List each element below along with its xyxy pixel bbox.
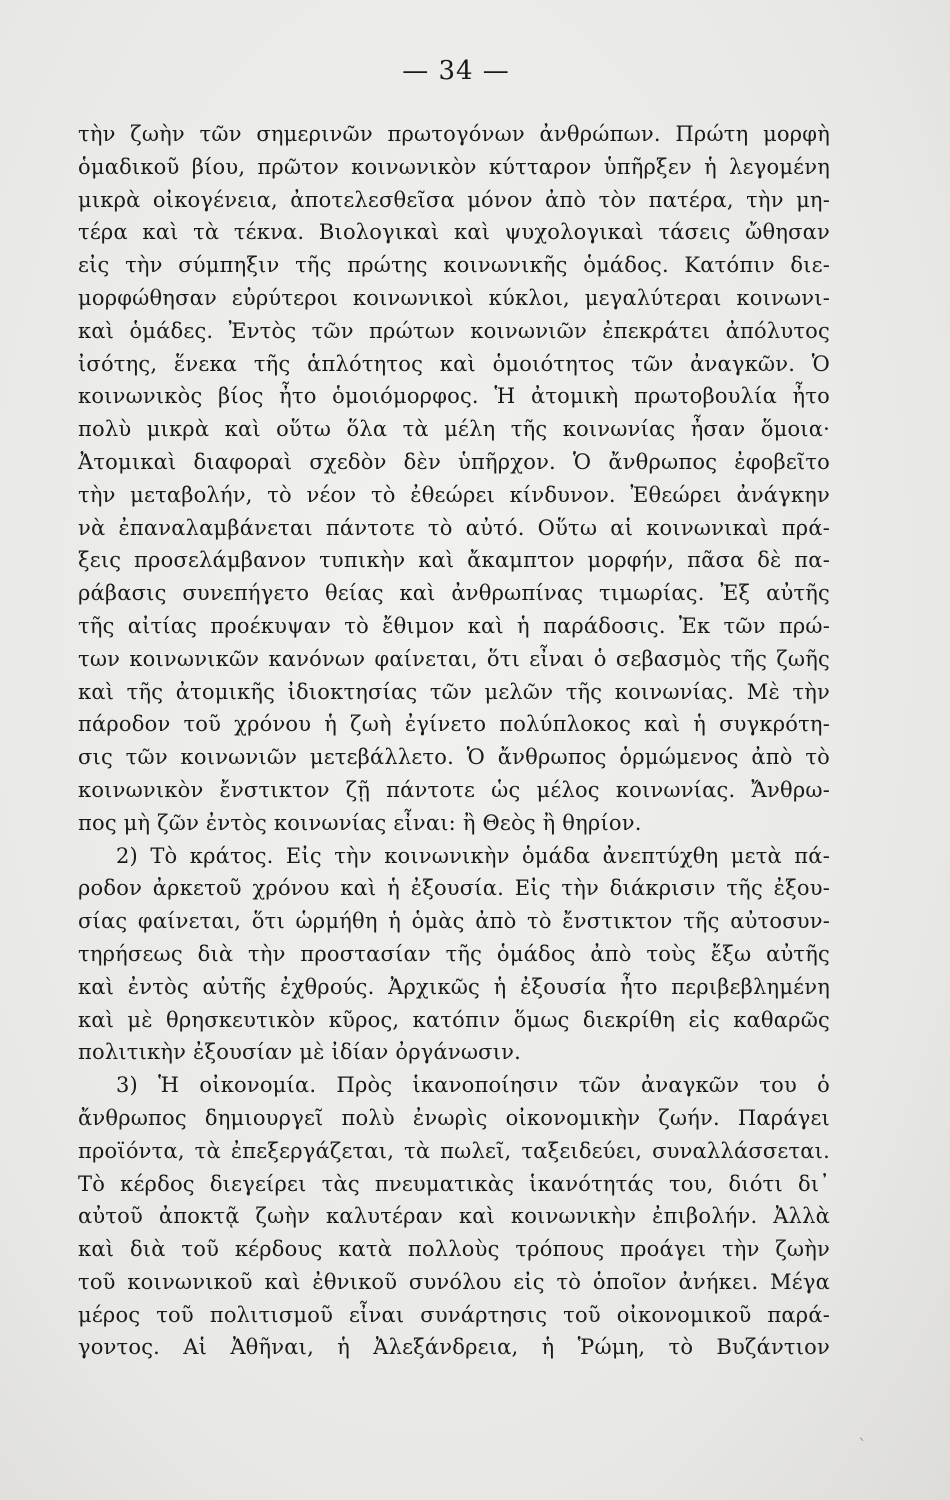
text-line: 2) Τὸ κράτος. Εἰς τὴν κοινωνικὴν ὁμάδα ἀνεπτύχθη μετὰ πά-: [116, 843, 830, 868]
text-line: Τὸ κέρδος διεγείρει τὰς πνευματικὰς ἱκανότητάς του, διότι δι᾽: [78, 1171, 830, 1196]
text-line: καὶ ἐντὸς αὐτῆς ἐχθρούς. Ἀρχικῶς ἡ ἐξουσία ἦτο περιβεβλημένη: [78, 974, 830, 999]
text-line: τηρήσεως διὰ τὴν προστασίαν τῆς ὁμάδος ἀπὸ τοὺς ἔξω αὐτῆς: [78, 941, 830, 966]
text-line: καὶ μὲ θρησκευτικὸν κῦρος, κατόπιν ὅμως διεκρίθη εἰς καθαρῶς: [78, 1007, 830, 1032]
text-line: καὶ ὁμάδες. Ἐντὸς τῶν πρώτων κοινωνιῶν ἐπεκράτει ἀπόλυτος: [78, 318, 830, 343]
text-line: γοντος. Αἱ Ἀθῆναι, ἡ Ἀλεξάνδρεια, ἡ Ῥώμη, τὸ Βυζάντιον: [78, 1335, 830, 1360]
text-line: σις τῶν κοινωνιῶν μετεβάλλετο. Ὁ ἄνθρωπος ὁρμώμενος ἀπὸ τὸ: [78, 745, 830, 770]
text-line: τοῦ κοινωνικοῦ καὶ ἐθνικοῦ συνόλου εἰς τὸ ὁποῖον ἀνήκει. Μέγα: [78, 1269, 830, 1294]
text-line: μέρος τοῦ πολιτισμοῦ εἶναι συνάρτησις τοῦ οἰκονομικοῦ παρά-: [78, 1302, 830, 1327]
paragraph-2: [78, 840, 830, 1070]
text-line: 3) Ἡ οἰκονομία. Πρὸς ἱκανοποίησιν τῶν ἀναγκῶν του ὁ: [116, 1073, 830, 1098]
margin-mark: `: [858, 1436, 867, 1457]
text-line: προϊόντα, τὰ ἐπεξεργάζεται, τὰ πωλεῖ, ταξειδεύει, συναλλάσσεται.: [78, 1138, 830, 1163]
text-line: Ἀτομικαὶ διαφοραὶ σχεδὸν δὲν ὑπῆρχον. Ὁ ἄνθρωπος ἐφοβεῖτο: [78, 449, 830, 474]
page-number: — 34 —: [402, 56, 510, 86]
text-line: πολιτικὴν ἐξουσίαν μὲ ἰδίαν ὀργάνωσιν.: [78, 1040, 521, 1065]
text-line: μικρὰ οἰκογένεια, ἀποτελεσθεῖσα μόνον ἀπὸ τὸν πατέρα, τὴν μη-: [78, 187, 830, 212]
text-line: ροδον ἀρκετοῦ χρόνου καὶ ἡ ἐξουσία. Εἰς τὴν διάκρισιν τῆς ἐξου-: [78, 876, 830, 901]
text-line: πολὺ μικρὰ καὶ οὕτω ὅλα τὰ μέλη τῆς κοινωνίας ἦσαν ὅμοια·: [78, 417, 830, 442]
paragraph-1: [78, 118, 830, 840]
text-line: ράβασις συνεπήγετο θείας καὶ ἀνθρωπίνας τιμωρίας. Ἐξ αὐτῆς: [78, 581, 830, 606]
text-line: μορφώθησαν εὐρύτεροι κοινωνικοὶ κύκλοι, μεγαλύτεραι κοινωνι-: [78, 285, 830, 310]
text-line: νὰ ἐπαναλαμβάνεται πάντοτε τὸ αὐτό. Οὕτω αἱ κοινωνικαὶ πρά-: [78, 515, 830, 540]
text-line: ξεις προσελάμβανον τυπικὴν καὶ ἄκαμπτον μορφήν, πᾶσα δὲ πα-: [78, 548, 830, 573]
text-line: των κοινωνικῶν κανόνων φαίνεται, ὅτι εἶναι ὁ σεβασμὸς τῆς ζωῆς: [78, 646, 830, 671]
text-line: ὁμαδικοῦ βίου, πρῶτον κοινωνικὸν κύτταρον ὑπῆρξεν ἡ λεγομένη: [78, 154, 830, 179]
paragraph-3: [78, 1069, 830, 1364]
text-line: ἄνθρωπος δημιουργεῖ πολὺ ἐνωρὶς οἰκονομικὴν ζωήν. Παράγει: [78, 1105, 830, 1130]
text-line: τέρα καὶ τὰ τέκνα. Βιολογικαὶ καὶ ψυχολογικαὶ τάσεις ὤθησαν: [78, 220, 830, 245]
text-line: κοινωνικὸς βίος ἦτο ὁμοιόμορφος. Ἡ ἀτομικὴ πρωτοβουλία ἦτο: [78, 384, 830, 409]
text-line: πος μὴ ζῶν ἐντὸς κοινωνίας εἶναι: ἢ Θεὸς ἢ θηρίον.: [78, 810, 642, 835]
text-line: καὶ τῆς ἀτομικῆς ἰδιοκτησίας τῶν μελῶν τῆς κοινωνίας. Μὲ τὴν: [78, 679, 830, 704]
text-line: κοινωνικὸν ἔνστικτον ζῇ πάντοτε ὡς μέλος κοινωνίας. Ἄνθρω-: [78, 777, 830, 802]
text-line: πάροδον τοῦ χρόνου ἡ ζωὴ ἐγίνετο πολύπλοκος καὶ ἡ συγκρότη-: [78, 712, 830, 737]
text-line: καὶ διὰ τοῦ κέρδους κατὰ πολλοὺς τρόπους προάγει τὴν ζωὴν: [78, 1237, 830, 1262]
text-line: τῆς αἰτίας προέκυψαν τὸ ἔθιμον καὶ ἡ παράδοσις. Ἐκ τῶν πρώ-: [78, 613, 830, 638]
body-text: [78, 118, 830, 1364]
text-line: εἰς τὴν σύμπηξιν τῆς πρώτης κοινωνικῆς ὁμάδος. Κατόπιν διε-: [78, 253, 830, 278]
text-line: ἰσότης, ἕνεκα τῆς ἁπλότητος καὶ ὁμοιότητος τῶν ἀναγκῶν. Ὁ: [78, 351, 830, 376]
text-line: σίας φαίνεται, ὅτι ὡρμήθη ἡ ὁμὰς ἀπὸ τὸ ἔνστικτον τῆς αὐτοσυν-: [78, 909, 830, 934]
text-line: τὴν ζωὴν τῶν σημερινῶν πρωτογόνων ἀνθρώπων. Πρώτη μορφὴ: [78, 122, 830, 146]
text-line: αὐτοῦ ἀποκτᾷ ζωὴν καλυτέραν καὶ κοινωνικὴν ἐπιβολήν. Ἀλλὰ: [78, 1204, 830, 1229]
text-line: τὴν μεταβολήν, τὸ νέον τὸ ἐθεώρει κίνδυνον. Ἐθεώρει ἀνάγκην: [78, 482, 830, 507]
